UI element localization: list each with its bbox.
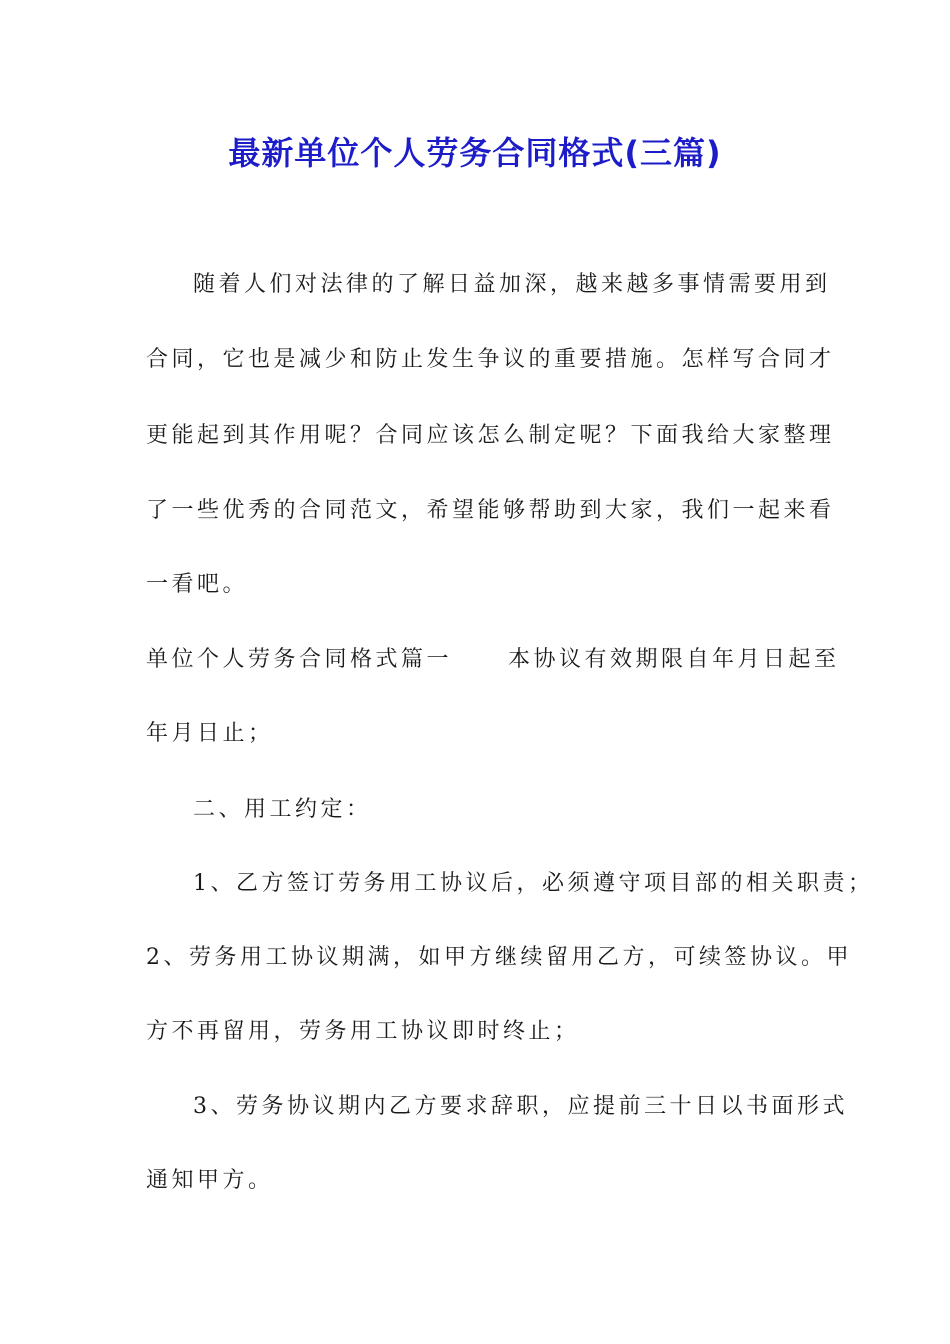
item-3-line-1: 3、劳务协议期内乙方要求辞职，应提前三十日以书面形式 xyxy=(193,1094,848,1119)
clause-two-heading: 二、用工约定： xyxy=(193,797,372,822)
term-end: 年月日止； xyxy=(146,721,274,746)
intro-line-2: 合同，它也是减少和防止发生争议的重要措施。怎样写合同才 xyxy=(146,347,835,372)
intro-line-1: 随着人们对法律的了解日益加深，越来越多事情需要用到 xyxy=(193,272,831,297)
intro-line-4: 了一些优秀的合同范文，希望能够帮助到大家，我们一起来看 xyxy=(146,498,835,523)
item-2-line-2: 方不再留用，劳务用工协议即时终止； xyxy=(146,1019,580,1044)
section-heading: 单位个人劳务合同格式篇一 xyxy=(146,647,453,672)
item-3-line-2: 通知甲方。 xyxy=(146,1168,274,1193)
intro-line-3: 更能起到其作用呢？合同应该怎么制定呢？下面我给大家整理 xyxy=(146,423,835,448)
intro-line-5: 一看吧。 xyxy=(146,572,249,597)
term-start: 本协议有效期限自年月日起至 xyxy=(508,647,840,672)
document-title: 最新单位个人劳务合同格式(三篇) xyxy=(228,134,722,172)
section-heading-line xyxy=(146,645,840,675)
item-2-line-1: 2、劳务用工协议期满，如甲方继续留用乙方，可续签协议。甲 xyxy=(146,945,852,970)
item-1: 1、乙方签订劳务用工协议后，必须遵守项目部的相关职责； xyxy=(193,871,874,896)
